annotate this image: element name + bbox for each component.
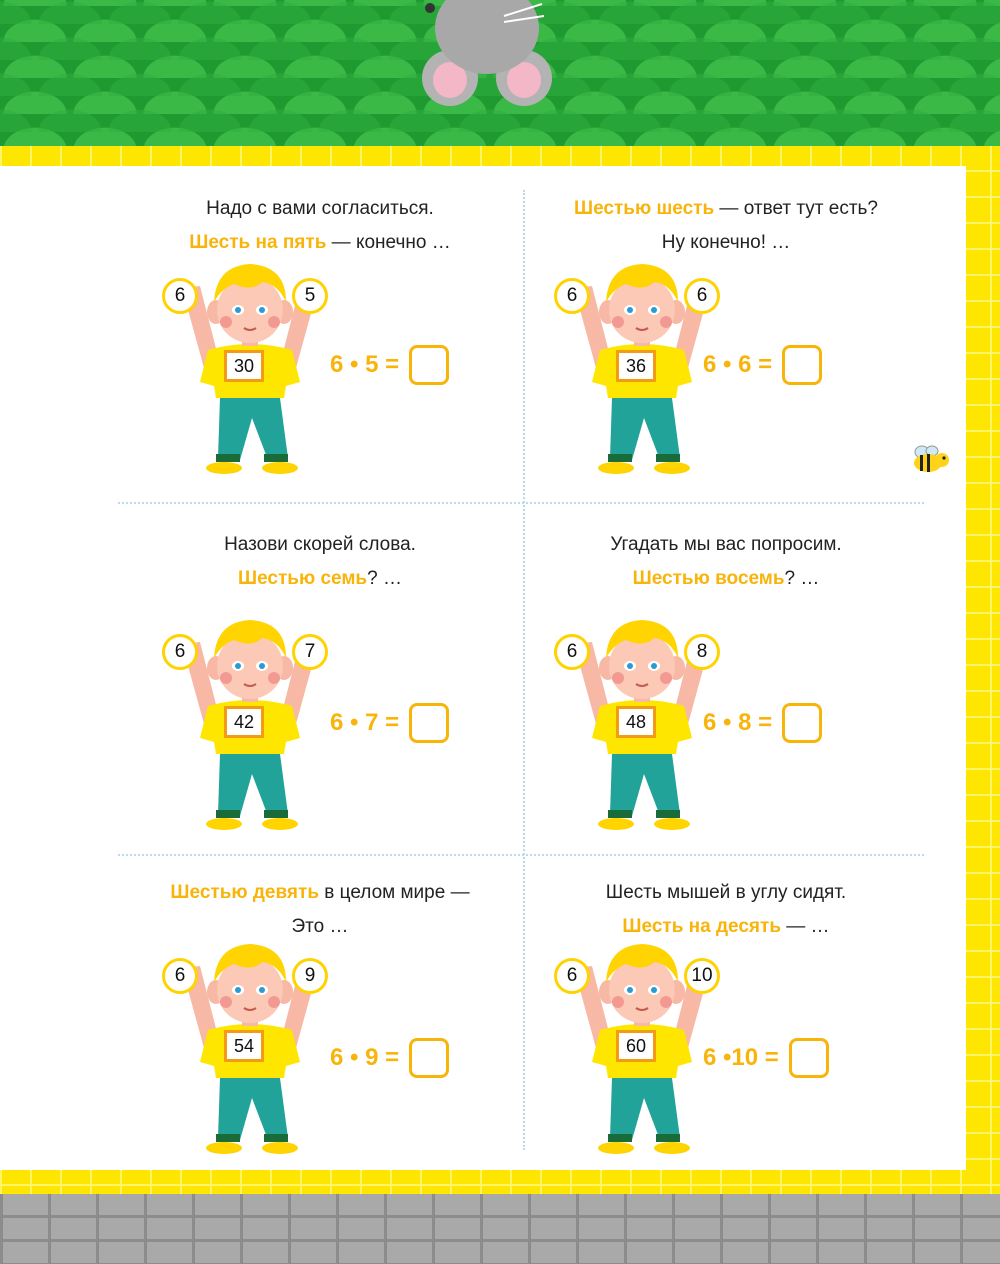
multiplication-equation: [703, 344, 822, 386]
answer-box[interactable]: [782, 703, 822, 743]
left-hand-number: 6: [162, 278, 198, 314]
shirt-number: 36: [616, 350, 656, 382]
equation-text: 6 • 9 =: [330, 1044, 400, 1071]
verse-line: [524, 192, 928, 226]
highlighted-phrase: Шесть на пять: [189, 232, 327, 253]
verse-line: [118, 876, 522, 910]
right-hand-number: 8: [684, 634, 720, 670]
verse-line: [118, 226, 522, 260]
multiplication-equation: [703, 702, 822, 744]
highlighted-phrase: Шестью семь: [238, 568, 368, 589]
verse-line: [118, 192, 522, 226]
verse-text: [524, 876, 928, 944]
left-hand-number: 6: [162, 958, 198, 994]
answer-box[interactable]: [409, 1038, 449, 1078]
equation-text: 6 • 5 =: [330, 351, 400, 378]
left-hand-number: 6: [162, 634, 198, 670]
verse-phrase: — ответ тут есть?: [714, 198, 878, 219]
mouse-icon: [412, 0, 562, 112]
shirt-number: 42: [224, 706, 264, 738]
boy-illustration: [160, 938, 340, 1138]
verse-phrase: — конечно …: [326, 232, 451, 253]
verse-phrase: Ну конечно! …: [661, 232, 791, 253]
verse-line: [524, 876, 928, 910]
highlighted-phrase: Шестью восемь: [632, 568, 785, 589]
right-hand-number: 5: [292, 278, 328, 314]
multiplication-equation: [330, 1037, 449, 1079]
left-hand-number: 6: [554, 278, 590, 314]
highlighted-phrase: Шестью девять: [170, 882, 320, 903]
right-hand-number: 6: [684, 278, 720, 314]
verse-phrase: ? …: [784, 568, 820, 589]
verse-phrase: ? …: [367, 568, 402, 589]
answer-box[interactable]: [782, 345, 822, 385]
multiplication-equation: [330, 344, 449, 386]
right-hand-number: 10: [684, 958, 720, 994]
verse-phrase: Шесть мышей в углу сидят.: [605, 882, 847, 903]
verse-phrase: Назови скорей слова.: [224, 534, 416, 555]
verse-phrase: — …: [781, 916, 830, 937]
verse-phrase: в целом мире —: [319, 882, 470, 903]
horizontal-divider: [118, 854, 924, 856]
verse-text: [524, 528, 928, 596]
highlighted-phrase: Шесть на десять: [622, 916, 781, 937]
verse-line: [118, 528, 522, 562]
shirt-number: 30: [224, 350, 264, 382]
multiplication-equation: [330, 702, 449, 744]
left-hand-number: 6: [554, 634, 590, 670]
left-hand-number: 6: [554, 958, 590, 994]
equation-text: 6 • 8 =: [703, 709, 773, 736]
equation-text: 6 •10 =: [703, 1044, 779, 1071]
verse-line: [524, 226, 928, 260]
shirt-number: 54: [224, 1030, 264, 1062]
verse-text: [118, 876, 522, 944]
verse-text: [118, 192, 522, 260]
shirt-number: 60: [616, 1030, 656, 1062]
verse-text: [524, 192, 928, 260]
verse-text: [118, 528, 522, 596]
right-hand-number: 9: [292, 958, 328, 994]
gray-pavement: [0, 1194, 1000, 1264]
highlighted-phrase: Шестью шесть: [573, 198, 715, 219]
boy-illustration: [160, 614, 340, 814]
verse-phrase: Угадать мы вас попросим.: [610, 534, 842, 555]
verse-line: [524, 562, 928, 596]
equation-text: 6 • 7 =: [330, 709, 400, 736]
multiplication-equation: [703, 1037, 829, 1079]
shirt-number: 48: [616, 706, 656, 738]
verse-phrase: Это …: [291, 916, 349, 937]
answer-box[interactable]: [409, 345, 449, 385]
verse-line: [118, 562, 522, 596]
equation-text: 6 • 6 =: [703, 351, 773, 378]
answer-box[interactable]: [789, 1038, 829, 1078]
verse-phrase: Надо с вами согласиться.: [206, 198, 434, 219]
boy-illustration: [160, 258, 340, 458]
verse-line: [524, 528, 928, 562]
answer-box[interactable]: [409, 703, 449, 743]
right-hand-number: 7: [292, 634, 328, 670]
